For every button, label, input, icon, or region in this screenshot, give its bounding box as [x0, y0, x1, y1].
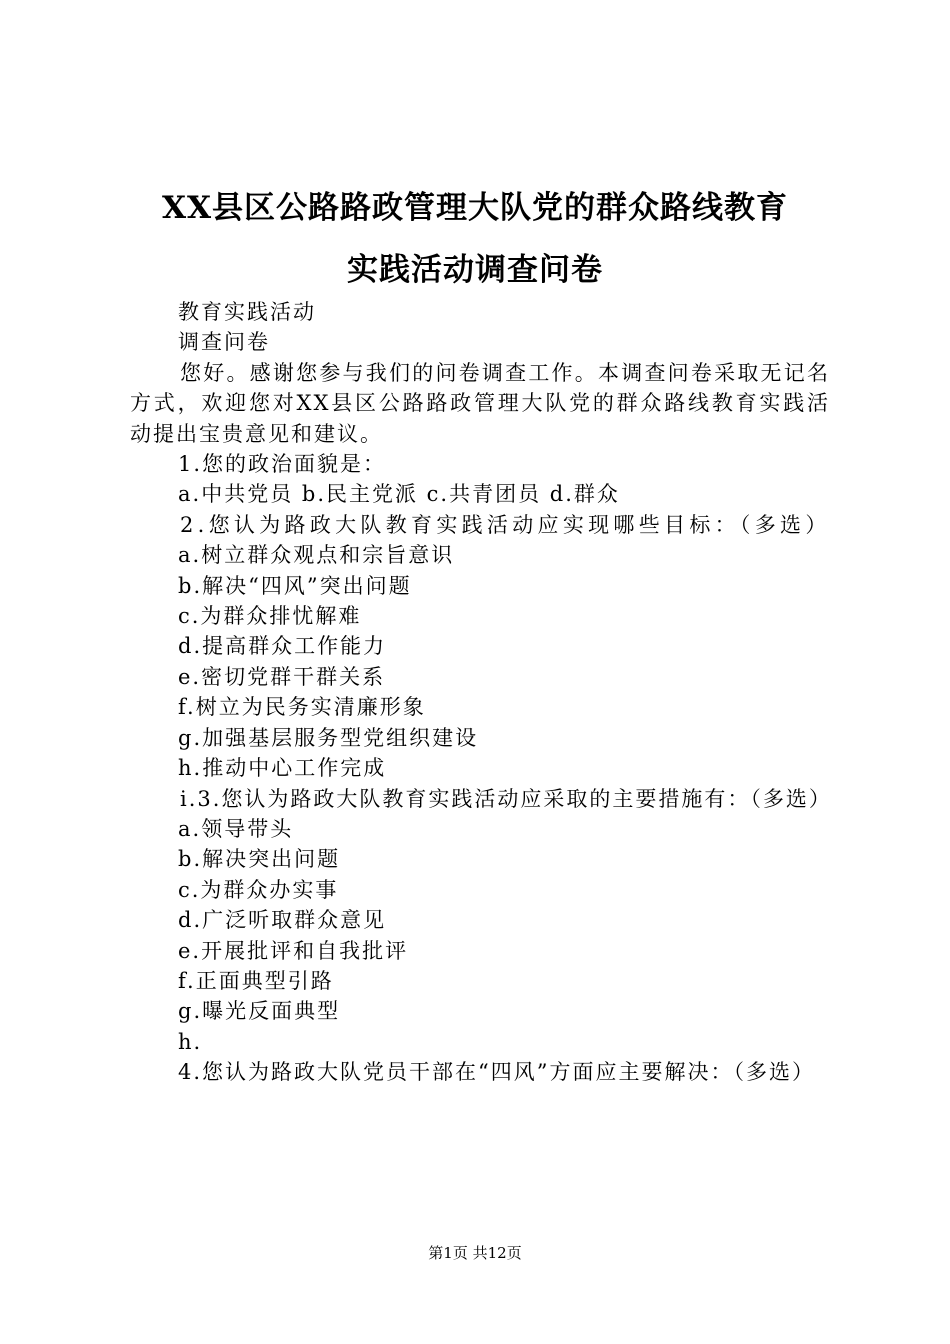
question-3-option-b: b.解决突出问题 [178, 847, 341, 872]
question-3-option-g: g.曝光反面典型 [178, 999, 341, 1024]
question-1-options: a.中共党员 b.民主党派 c.共青团员 d.群众 [178, 482, 620, 507]
intro-paragraph: 您好。感谢您参与我们的问卷调查工作。本调查问卷采取无记名方式，欢迎您对XX县区公路路政管理大队党的群众路线教育实践活动提出宝贵意见和建议。 [130, 360, 830, 446]
document-title-line2: 实践活动调查问卷 [347, 252, 603, 288]
page-footer: 第1页 共12页 [428, 1244, 522, 1262]
question-3-option-d: d.广泛听取群众意见 [178, 908, 387, 933]
question-3-option-f: f.正面典型引路 [178, 968, 334, 993]
subtitle-activity: 教育实践活动 [178, 300, 316, 324]
document-body [130, 297, 830, 1088]
question-2: 2.您认为路政大队教育实践活动应实现哪些目标：（多选） [180, 512, 831, 537]
question-2-option-d: d.提高群众工作能力 [178, 634, 387, 659]
question-2-option-h: h.推动中心工作完成 [178, 756, 387, 781]
subtitle-questionnaire: 调查问卷 [178, 330, 270, 355]
question-3-option-c: c.为群众办实事 [178, 877, 339, 902]
question-3-option-h: h. [178, 1029, 203, 1054]
question-2-option-e: e.密切党群干群关系 [178, 664, 386, 689]
question-2-option-b: b.解决“四风”突出问题 [178, 573, 412, 598]
question-3-option-e: e.开展批评和自我批评 [178, 938, 409, 963]
question-4: 4.您认为路政大队党员干部在“四风”方面应主要解决：（多选） [178, 1060, 816, 1085]
question-2-option-g: g.加强基层服务型党组织建设 [178, 725, 479, 750]
question-3: i.3.您认为路政大队教育实践活动应采取的主要措施有：（多选） [180, 786, 832, 811]
question-1: 1.您的政治面貌是： [178, 452, 387, 477]
document-title-line1: XX县区公路路政管理大队党的群众路线教育 [161, 190, 789, 226]
question-2-option-f: f.树立为民务实清廉形象 [178, 695, 426, 720]
question-2-option-a: a.树立群众观点和宗旨意识 [178, 543, 455, 568]
question-3-option-a: a.领导带头 [178, 816, 294, 841]
question-2-option-c: c.为群众排忧解难 [178, 604, 362, 629]
